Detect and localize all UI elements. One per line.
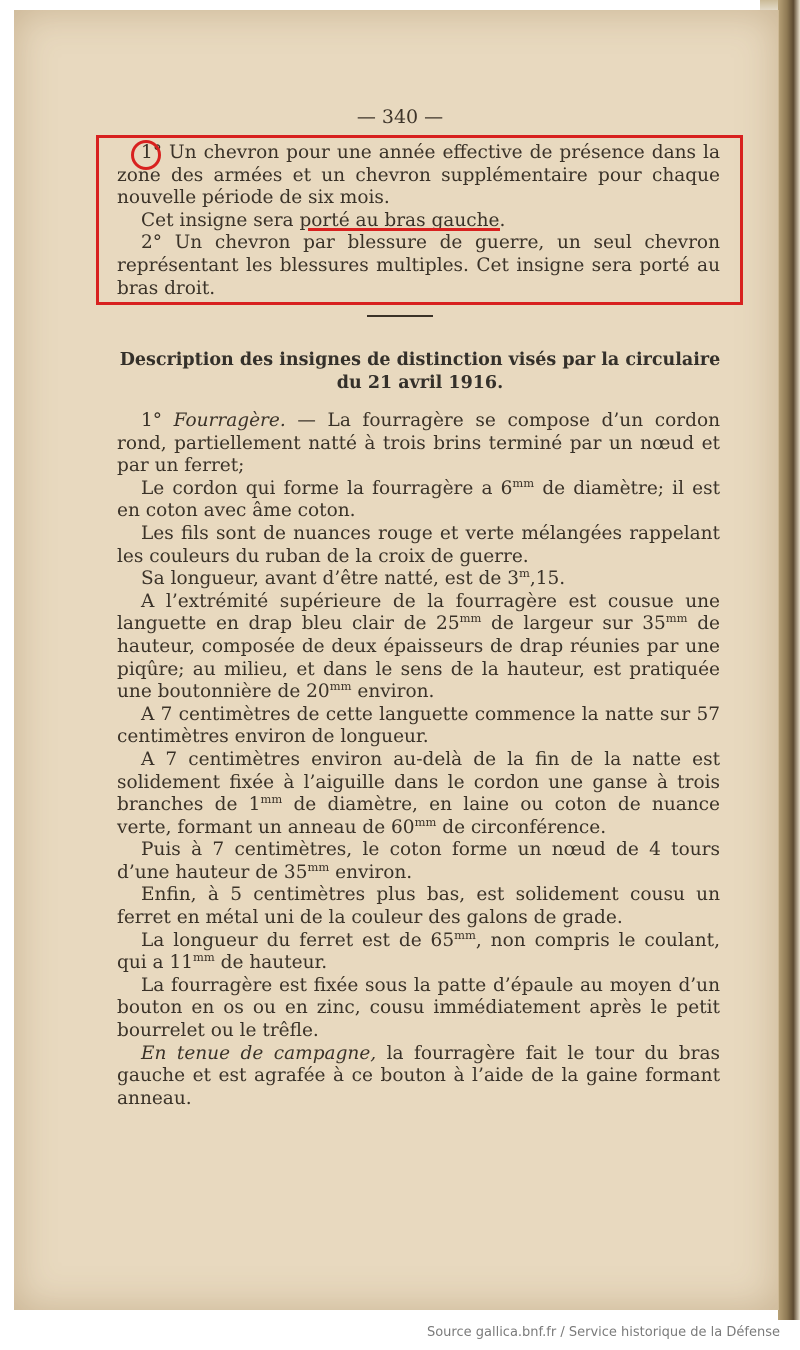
paragraph-ferret-longueur [117,927,720,975]
unit-mm: mm [459,611,482,626]
paragraph-fixee [117,975,720,1043]
unit-mm: mm [665,611,688,626]
unit-mm: mm [260,791,283,806]
body-section [117,410,720,1110]
chevron-presence-text: Un chevron pour une année effective de présence dans la zone des armées et un chevron supplémentaire pour chaque nouvelle période de six mois. [117,142,720,209]
fixee-text: La fourragère est fixée sous la patte d’épaule au moyen d’un bouton en os ou en zinc, cousu immédiatement après le petit bourrelet ou le trêfle. [117,974,720,1042]
ganse-a: A 7 centimètres environ au-delà de la fin de la natte est solidement fixée à l’aiguille dans le cordon une ganse à trois branches de 1 [117,748,720,816]
campagne-text: la fourragère fait le tour du bras gauche et est agrafée à ce bouton à l’aide de la gaine formant anneau. [117,1042,720,1109]
paragraph-longueur [117,568,720,591]
cordon-pre: Le cordon qui forme la fourragère a 6 [141,477,513,499]
unit-mm: mm [414,814,437,829]
extremite-c: de hauteur, composée de deux épaisseurs de drap réunies par une piqûre; au milieu, et dans le sens de la hauteur, est pratiquée une boutonnière de 20 [117,613,720,703]
longueur-pre: Sa longueur, avant d’être natté, est de 3 [141,568,519,590]
page-number: — 340 — [356,106,444,128]
fourragere-term: Fourragère. [173,410,286,431]
fourragere-text: — La fourragère se compose d’un cordon rond, partiellement natté à trois brins terminé par un nœud et par un ferret; [117,410,720,477]
unit-mm: mm [307,859,330,874]
extremite-a: A l’extrémité supérieure de la fourragère est cousue une languette en drap bleu clair de 25 [117,590,720,635]
paragraph-ganse [117,749,720,839]
insigne-pre-text: Cet insigne sera [141,209,300,231]
paragraph-noeud [117,839,720,884]
fils-text: Les fils sont de nuances rouge et verte mélangées rappelant les couleurs du ruban de la croix de guerre. [117,522,720,567]
unit-mm: mm [454,927,476,942]
section-divider [367,315,433,317]
longueur-post: ,15. [529,568,566,590]
heading-line-1: Description des insignes de distinction visés par la circulaire [119,350,721,370]
unit-mm: mm [329,678,352,693]
paragraph-extremite [117,591,720,704]
unit-mm: mm [512,475,535,490]
section-heading [100,349,740,395]
ferret-len-c: de hauteur. [214,952,328,974]
fourragere-number: 1° [141,410,174,431]
natte-text: A 7 centimètres de cette languette commence la natte sur 57 centimètres environ de longueur. [117,703,720,748]
extremite-b: de largeur sur 35 [481,613,666,635]
item-number-1: 1° [141,142,163,163]
extremite-d: environ. [351,681,435,703]
unit-m: m [519,566,530,580]
paragraph-natte [117,704,720,749]
campagne-term: En tenue de campagne, [141,1042,377,1064]
paragraph-fils [117,523,720,568]
noeud-a: Puis à 7 centimètres, le coton forme un nœud de 4 tours d’une hauteur de 35 [117,839,720,883]
underlined-text: porté au bras gauche. [299,209,506,231]
red-annotation-underline [308,228,500,231]
ganse-c: de circonférence. [436,816,607,838]
cordon-post: de diamètre; il est en coton avec âme coton. [117,477,721,522]
unit-mm: mm [193,950,215,965]
paragraph-cordon [117,475,721,523]
heading-line-2: du 21 avril 1916. [336,373,504,393]
ferret-len-b: , non compris le coulant, qui a 11 [117,929,720,974]
paragraph-ferret [117,884,720,929]
paragraph-fourragere [117,410,720,478]
noeud-b: environ. [329,861,413,883]
red-annotation-circle [131,140,161,170]
book-edge [778,0,800,1320]
paragraph-campagne [117,1043,720,1111]
ferret-len-a: La longueur du ferret est de 65 [141,929,455,951]
red-annotation-box [96,135,743,305]
source-footer: Source gallica.bnf.fr / Service historique de la Défense [426,1325,780,1340]
ferret-text: Enfin, à 5 centimètres plus bas, est solidement cousu un ferret en métal uni de la couleur des galons de grade. [117,884,720,929]
chevron-blessure-text: 2° Un chevron par blessure de guerre, un seul chevron représentant les blessures multiples. Cet insigne sera porté au bras droit. [117,232,720,299]
ganse-b: de diamètre, en laine ou coton de nuance verte, formant un anneau de 60 [117,794,720,838]
